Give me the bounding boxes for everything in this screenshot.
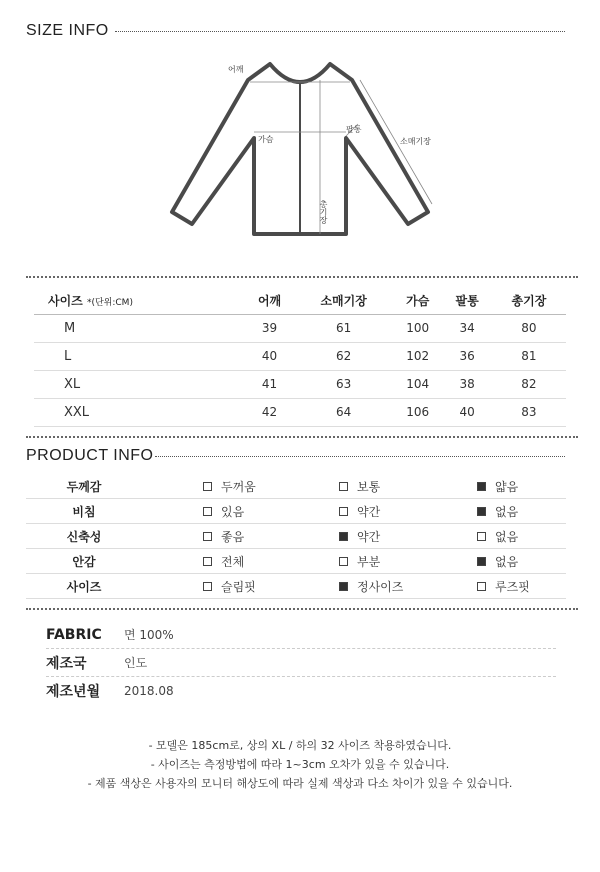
unchecked-box-icon bbox=[477, 582, 486, 591]
checked-box-icon bbox=[477, 507, 486, 516]
product-option bbox=[477, 503, 518, 520]
label-shoulder: 어깨 bbox=[228, 65, 244, 74]
unchecked-box-icon bbox=[339, 482, 348, 491]
note-line: - 사이즈는 측정방법에 따라 1~3cm 오차가 있을 수 있습니다. bbox=[150, 758, 450, 771]
label-total-length: 총기장 bbox=[319, 200, 328, 224]
product-row bbox=[26, 524, 566, 549]
product-option bbox=[339, 503, 380, 520]
product-option-label: 좋음 bbox=[221, 529, 245, 544]
product-option bbox=[339, 528, 380, 545]
product-option bbox=[339, 578, 403, 595]
product-option bbox=[339, 553, 380, 570]
divider bbox=[26, 608, 578, 610]
unchecked-box-icon bbox=[339, 557, 348, 566]
unchecked-box-icon bbox=[203, 482, 212, 491]
product-option bbox=[339, 478, 380, 495]
unchecked-box-icon bbox=[203, 532, 212, 541]
cardigan-outline bbox=[160, 52, 440, 242]
product-row-label: 사이즈 bbox=[66, 579, 102, 594]
unchecked-box-icon bbox=[339, 507, 348, 516]
divider bbox=[26, 436, 578, 438]
product-option-label: 슬림핏 bbox=[221, 579, 256, 594]
product-info-title: PRODUCT INFO bbox=[26, 447, 565, 465]
product-option-label: 두꺼움 bbox=[221, 479, 256, 494]
note-line: - 제품 색상은 사용자의 모니터 해상도에 따라 실제 색상과 다소 차이가 있을 수 있습니다. bbox=[87, 777, 513, 790]
product-option bbox=[203, 478, 256, 495]
product-option-label: 없음 bbox=[495, 504, 519, 519]
product-option-label: 부분 bbox=[357, 554, 381, 569]
size-table bbox=[34, 288, 566, 427]
title-dotted-line bbox=[155, 456, 565, 457]
product-row-label: 두께감 bbox=[66, 479, 102, 494]
product-option bbox=[477, 528, 518, 545]
table-row: XXL 42 64 106 40 83 bbox=[34, 398, 566, 426]
product-option-label: 얇음 bbox=[495, 479, 519, 494]
size-table-header: 사이즈 *(단위:CM) 어깨 소매기장 가슴 팔통 총기장 bbox=[34, 288, 566, 314]
label-sleeve-length: 소매기장 bbox=[400, 137, 431, 146]
title-dotted-line bbox=[115, 31, 565, 32]
product-option-label: 루즈핏 bbox=[495, 579, 530, 594]
product-option-label: 보통 bbox=[357, 479, 381, 494]
product-option bbox=[477, 578, 530, 595]
product-option-label: 정사이즈 bbox=[357, 579, 404, 594]
unchecked-box-icon bbox=[203, 557, 212, 566]
checked-box-icon bbox=[477, 482, 486, 491]
product-option-label: 약간 bbox=[357, 529, 381, 544]
unchecked-box-icon bbox=[477, 532, 486, 541]
product-option-label: 없음 bbox=[495, 554, 519, 569]
date-row: 제조년월 2018.08 bbox=[46, 684, 174, 700]
product-option-label: 있음 bbox=[221, 504, 245, 519]
size-info-title: SIZE INFO bbox=[26, 22, 565, 40]
notes bbox=[0, 736, 600, 793]
checked-box-icon bbox=[339, 532, 348, 541]
origin-row: 제조국 인도 bbox=[46, 649, 556, 677]
product-option-label: 없음 bbox=[495, 529, 519, 544]
product-option-label: 약간 bbox=[357, 504, 381, 519]
product-option bbox=[477, 478, 518, 495]
product-row-label: 비침 bbox=[72, 504, 96, 519]
unchecked-box-icon bbox=[203, 582, 212, 591]
divider bbox=[26, 276, 578, 278]
product-row-label: 안감 bbox=[72, 554, 96, 569]
table-row: L 40 62 102 36 81 bbox=[34, 342, 566, 370]
product-option bbox=[203, 578, 256, 595]
checked-box-icon bbox=[339, 582, 348, 591]
label-arm-width: 팔통 bbox=[346, 125, 362, 134]
checked-box-icon bbox=[477, 557, 486, 566]
product-row-label: 신축성 bbox=[66, 529, 102, 544]
fabric-row: FABRIC 면 100% bbox=[46, 621, 556, 649]
product-option bbox=[203, 553, 244, 570]
product-option bbox=[203, 503, 244, 520]
label-chest: 가슴 bbox=[258, 135, 274, 144]
product-option bbox=[203, 528, 244, 545]
product-row bbox=[26, 499, 566, 524]
garment-diagram bbox=[160, 52, 440, 242]
product-row bbox=[26, 549, 566, 574]
note-line: - 모델은 185cm로, 상의 XL / 하의 32 사이즈 착용하였습니다. bbox=[148, 739, 452, 752]
product-option-label: 전체 bbox=[221, 554, 245, 569]
product-option bbox=[477, 553, 518, 570]
table-row: M 39 61 100 34 80 bbox=[34, 314, 566, 342]
product-row bbox=[26, 474, 566, 499]
unchecked-box-icon bbox=[203, 507, 212, 516]
product-row bbox=[26, 574, 566, 599]
table-row: XL 41 63 104 38 82 bbox=[34, 370, 566, 398]
